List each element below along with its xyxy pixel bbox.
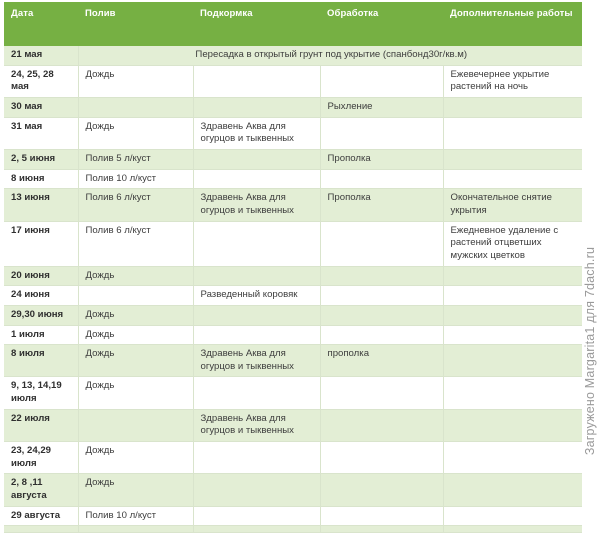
cell-watering: Полив 6 л/куст: [78, 221, 193, 266]
cell-date: 31 мая: [4, 117, 78, 149]
table-row: [4, 65, 582, 97]
cell-watering: [78, 409, 193, 441]
cell-treatment: [320, 325, 443, 345]
cell-date: 8 июня: [4, 169, 78, 189]
cell-extra: Ежевечернее укрытие растений на ночь: [443, 65, 582, 97]
table-header: [4, 2, 582, 46]
cell-watering: [78, 97, 193, 117]
cell-extra: [443, 526, 582, 533]
cell-feeding: [193, 65, 320, 97]
cell-watering: Дождь: [78, 117, 193, 149]
table-row: [4, 117, 582, 149]
cell-watering: Полив 5 л/куст: [78, 149, 193, 169]
cell-treatment: [320, 305, 443, 325]
cell-watering: [78, 526, 193, 533]
watermark: [579, 0, 600, 462]
cell-extra: Ежедневное удаление с растений отцветших мужских цветков: [443, 221, 582, 266]
table-row: [4, 149, 582, 169]
cell-date: 8 июля: [4, 345, 78, 377]
cell-extra: [443, 117, 582, 149]
table-row: [4, 266, 582, 286]
cell-feeding: [193, 305, 320, 325]
cell-extra: [443, 442, 582, 474]
cell-date: 20 июня: [4, 266, 78, 286]
table-row: [4, 377, 582, 409]
table-row: [4, 345, 582, 377]
table-row: [4, 189, 582, 221]
cell-treatment: [320, 221, 443, 266]
table-header-row: [4, 2, 582, 46]
cell-extra: [443, 149, 582, 169]
cell-feeding: Здравень Аква для огурцов и тыквенных: [193, 345, 320, 377]
cell-date: 21 мая: [4, 46, 78, 65]
cell-feeding: Здравень Аква для огурцов и тыквенных: [193, 409, 320, 441]
cell-date: 23, 24,29 июля: [4, 442, 78, 474]
table-row: [4, 221, 582, 266]
table-row: [4, 97, 582, 117]
cell-date: 13 июня: [4, 189, 78, 221]
cell-extra: [443, 266, 582, 286]
column-header-feeding: Подкормка: [193, 2, 320, 46]
cell-feeding: [193, 149, 320, 169]
cell-date: 24, 25, 28 мая: [4, 65, 78, 97]
cell-treatment: [320, 65, 443, 97]
cell-extra: [443, 325, 582, 345]
cell-feeding: [193, 221, 320, 266]
cell-watering: Дождь: [78, 442, 193, 474]
cell-treatment: [320, 526, 443, 533]
cell-date: 1 июля: [4, 325, 78, 345]
cell-date: 24 июня: [4, 286, 78, 306]
cell-treatment: [320, 377, 443, 409]
cell-date: 29,30 июня: [4, 305, 78, 325]
cell-extra: [443, 286, 582, 306]
cell-treatment: Рыхление: [320, 97, 443, 117]
cell-extra: [443, 506, 582, 526]
cell-merged-note: Пересадка в открытый грунт под укрытие (спанбонд30г/кв.м): [78, 46, 582, 65]
care-schedule-table: [4, 2, 582, 533]
column-header-watering: Полив: [78, 2, 193, 46]
table-row: [4, 526, 582, 533]
cell-extra: [443, 345, 582, 377]
table-row: [4, 325, 582, 345]
cell-feeding: [193, 169, 320, 189]
cell-feeding: [193, 377, 320, 409]
cell-feeding: [193, 526, 320, 533]
cell-extra: [443, 409, 582, 441]
cell-watering: Полив 6 л/куст: [78, 189, 193, 221]
cell-extra: Окончательное снятие укрытия: [443, 189, 582, 221]
cell-treatment: [320, 117, 443, 149]
cell-date: 22 июля: [4, 409, 78, 441]
cell-treatment: [320, 474, 443, 506]
cell-watering: Дождь: [78, 305, 193, 325]
cell-watering: Дождь: [78, 65, 193, 97]
cell-watering: Полив 10 л/куст: [78, 506, 193, 526]
cell-extra: [443, 169, 582, 189]
cell-feeding: [193, 325, 320, 345]
cell-watering: Полив 10 л/куст: [78, 169, 193, 189]
cell-feeding: [193, 474, 320, 506]
table-row: [4, 46, 582, 65]
cell-date: 9, 13, 14,19 июля: [4, 377, 78, 409]
cell-date: 2, 8 ,11 августа: [4, 474, 78, 506]
watermark-text: Загружено Margarita1 для 7dach.ru: [583, 246, 598, 456]
column-header-extra: Дополнительные работы: [443, 2, 582, 46]
cell-treatment: [320, 169, 443, 189]
cell-extra: [443, 305, 582, 325]
cell-date: 30 мая: [4, 97, 78, 117]
cell-watering: Дождь: [78, 474, 193, 506]
cell-feeding: [193, 97, 320, 117]
table-row: [4, 474, 582, 506]
table-body: [4, 46, 582, 533]
cell-watering: Дождь: [78, 325, 193, 345]
cell-treatment: [320, 506, 443, 526]
cell-treatment: прополка: [320, 345, 443, 377]
cell-feeding: [193, 506, 320, 526]
cell-feeding: Здравень Аква для огурцов и тыквенных: [193, 117, 320, 149]
cell-treatment: [320, 286, 443, 306]
cell-treatment: Прополка: [320, 189, 443, 221]
table-row: [4, 442, 582, 474]
cell-watering: [78, 286, 193, 306]
cell-treatment: [320, 442, 443, 474]
cell-watering: Дождь: [78, 266, 193, 286]
cell-watering: Дождь: [78, 345, 193, 377]
table-row: [4, 506, 582, 526]
cell-date: 17 июня: [4, 221, 78, 266]
table-row: [4, 169, 582, 189]
table-row: [4, 286, 582, 306]
column-header-treatment: Обработка: [320, 2, 443, 46]
cell-treatment: Прополка: [320, 149, 443, 169]
cell-treatment: [320, 266, 443, 286]
cell-watering: Дождь: [78, 377, 193, 409]
cell-extra: [443, 377, 582, 409]
cell-feeding: [193, 442, 320, 474]
cell-extra: [443, 474, 582, 506]
cell-extra: [443, 97, 582, 117]
cell-feeding: [193, 266, 320, 286]
cell-date: [4, 526, 78, 533]
table-row: [4, 305, 582, 325]
cell-feeding: Здравень Аква для огурцов и тыквенных: [193, 189, 320, 221]
cell-date: 29 августа: [4, 506, 78, 526]
cell-treatment: [320, 409, 443, 441]
column-header-date: Дата: [4, 2, 78, 46]
cell-feeding: Разведенный коровяк: [193, 286, 320, 306]
table-row: [4, 409, 582, 441]
cell-date: 2, 5 июня: [4, 149, 78, 169]
